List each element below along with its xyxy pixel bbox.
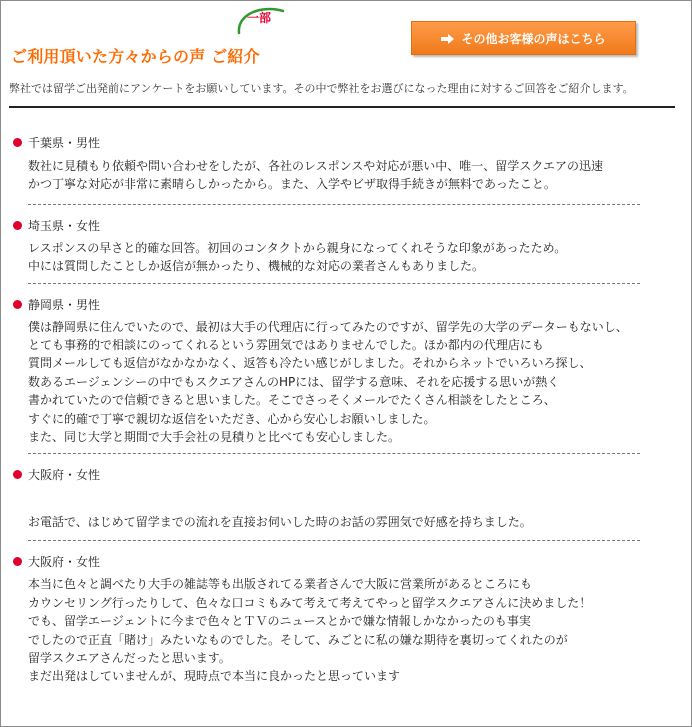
testimonial-item bbox=[1, 216, 691, 284]
page-title: ご利用頂いた方々からの声 ご紹介 bbox=[11, 47, 260, 66]
testimonial-body bbox=[28, 575, 691, 685]
testimonial-body bbox=[28, 318, 691, 447]
testimonial-line: 書かれていたので信頼できると思いました。そこでさっそくメールでたくさん相談をしたところ、 bbox=[28, 393, 556, 408]
testimonial-line bbox=[28, 494, 691, 512]
testimonial-header bbox=[1, 133, 691, 153]
testimonial-line: レスポンスの早さと的確な回答。初回のコンタクトから親身になってくれそうな印象があったため。 bbox=[28, 240, 567, 255]
testimonial-line: お電話で、はじめて留学までの流れを直接お伺いした時のお話の雰囲気で好感を持ちました。 bbox=[28, 514, 532, 529]
testimonial-list bbox=[1, 133, 691, 686]
testimonial-line: かつ丁寧な対応が非常に素晴らしかったから。また、入学やビザ取得手続きが無料であったこと。 bbox=[28, 177, 556, 192]
other-testimonials-button[interactable] bbox=[411, 21, 636, 55]
intro-divider bbox=[9, 106, 675, 108]
testimonial-line: 数社に見積もり依頼や問い合わせをしたが、各社のレスポンスや対応が悪い中、唯一、留学スクエアの迅速 bbox=[28, 159, 604, 173]
testimonial-line: また、同じ大学と期間で大手会社の見積りと比べても安心しました。 bbox=[28, 430, 401, 445]
intro-text: 弊社では留学ご出発前にアンケートをお願いしています。その中で弊社をお選びになった理由に対するご回答をご紹介します。 bbox=[9, 82, 634, 95]
testimonial-header bbox=[1, 552, 691, 572]
testimonial-line: まだ出発はしていませんが、現時点で本当に良かったと思っています bbox=[28, 669, 401, 684]
testimonial-divider bbox=[28, 283, 640, 284]
testimonial-region: 大阪府・女性 bbox=[28, 555, 101, 570]
red-dot-icon bbox=[13, 557, 22, 566]
testimonial-region: 千葉県・男性 bbox=[28, 136, 101, 150]
arrow-right-icon bbox=[441, 33, 455, 43]
testimonial-item bbox=[1, 133, 691, 205]
testimonial-divider bbox=[28, 204, 640, 205]
testimonial-item bbox=[1, 295, 691, 455]
other-testimonials-button-label: その他お客様の声はこちら bbox=[461, 31, 606, 46]
testimonial-region: 静岡県・男性 bbox=[28, 297, 101, 312]
testimonial-item bbox=[1, 552, 691, 685]
testimonial-line: 留学スクエアさんだったと思います。 bbox=[28, 650, 231, 665]
testimonial-header bbox=[1, 295, 691, 315]
title-badge bbox=[233, 3, 291, 39]
testimonial-header bbox=[1, 216, 691, 236]
testimonial-divider bbox=[28, 540, 640, 541]
testimonial-line: カウンセリング行ったりして、色々な口コミもみて考えて考えてやっと留学スクエアさんに決めました！ bbox=[28, 595, 592, 610]
testimonial-line: すぐに的確で丁寧で親切な返信をいただき、心から安心しお願いしました。 bbox=[28, 411, 436, 426]
testimonial-line: 僕は静岡県に住んでいたので、最初は大手の代理店に行ってみたのですが、留学先の大学のデーターもないし、 bbox=[28, 319, 628, 334]
testimonial-line: でしたので正直「賭け」みたいなものでした。そして、みごとに私の嫌な期待を裏切ってくれたのが bbox=[28, 632, 568, 647]
testimonial-region: 埼玉県・女性 bbox=[28, 218, 101, 233]
badge-label: 一部 bbox=[247, 11, 272, 25]
testimonial-line: 中には質問したことしか返信が無かったり、機械的な対応の業者さんもありました。 bbox=[28, 259, 485, 274]
red-dot-icon bbox=[13, 221, 22, 230]
testimonial-body bbox=[28, 157, 691, 194]
testimonial-body bbox=[28, 494, 691, 531]
testimonial-item bbox=[1, 465, 691, 541]
header bbox=[1, 1, 691, 75]
testimonial-body bbox=[28, 239, 691, 276]
testimonial-line: 本当に色々と調べたり大手の雑誌等も出版されてる業者さんで大阪に営業所があるところにも bbox=[28, 577, 533, 592]
testimonial-header bbox=[1, 465, 691, 485]
red-dot-icon bbox=[13, 300, 22, 309]
red-dot-icon bbox=[13, 470, 22, 479]
testimonial-line: でも、留学エージェントに今まで色々とＴＶのニュースとかで嫌な情報しかなかったのも事実 bbox=[28, 614, 531, 629]
testimonial-region: 大阪府・女性 bbox=[28, 468, 101, 483]
testimonial-divider bbox=[28, 453, 640, 454]
testimonial-line: とても事務的で相談にのってくれるという雰囲気ではありませんでした。ほか都内の代理店にも bbox=[28, 338, 544, 353]
testimonial-line: 数あるエージェンシーの中でもスクエアさんのHPには、留学する意味、それを応援する思いが熱く bbox=[28, 374, 560, 389]
red-dot-icon bbox=[13, 138, 22, 147]
testimonial-line: 質問メールしても返信がなかなかなく、返答も冷たい感じがしました。それからネットでいろいろ探し、 bbox=[28, 356, 592, 371]
